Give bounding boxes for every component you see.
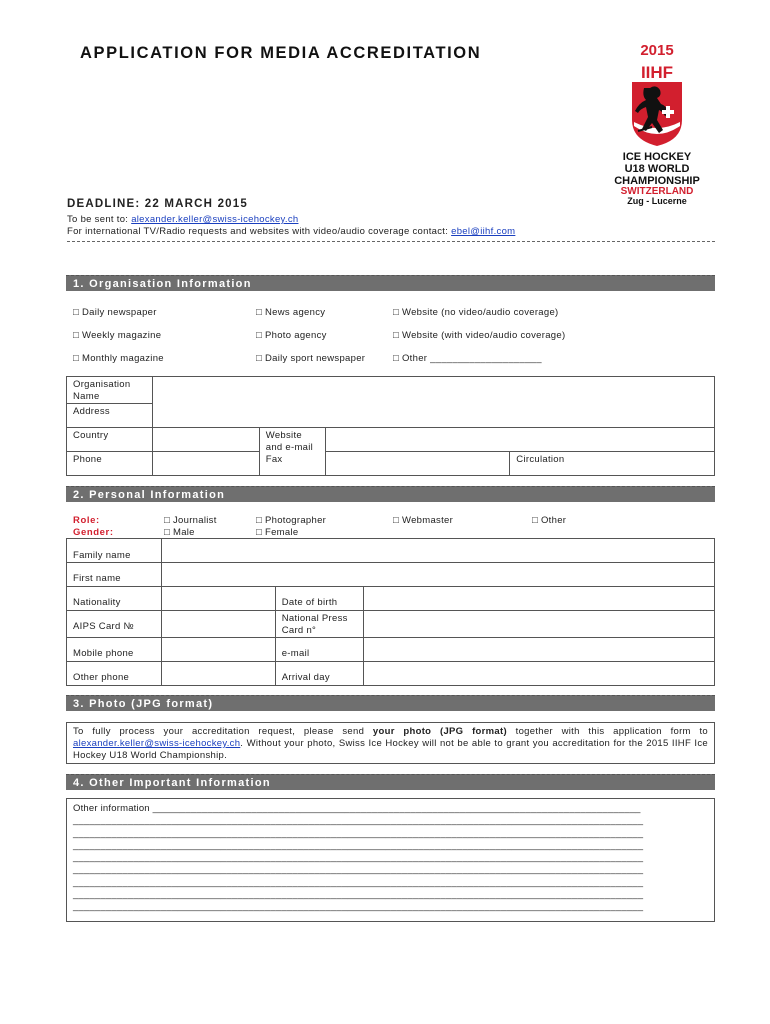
svg-text:Zug - Lucerne: Zug - Lucerne: [627, 196, 687, 206]
other-info-line: ________________________________________________________________________________________________________: [73, 876, 644, 888]
sent-to-email-link[interactable]: alexander.keller@swiss-icehockey.ch: [131, 214, 299, 225]
option-photo-agency[interactable]: □ Photo agency: [256, 330, 327, 341]
other-phone-label: Other phone: [67, 662, 162, 686]
fax-label: Fax: [265, 454, 283, 465]
option-daily-sport-newspaper[interactable]: □ Daily sport newspaper: [256, 353, 366, 364]
option-monthly-magazine[interactable]: □ Monthly magazine: [73, 353, 164, 364]
mobile-label: Mobile phone: [67, 638, 162, 662]
nationality-label: Nationality: [67, 587, 162, 611]
photo-instructions: To fully process your accreditation request, please send your photo (JPG format) together with this application form to alexander.keller@swiss-icehockey.ch. Without your photo, Swiss Ice Hockey will not be able to grant you accreditation for the 2015 IIHF Ice Hockey U18 World Championship.: [66, 722, 715, 764]
svg-text:U18 WORLD: U18 WORLD: [624, 163, 690, 175]
first-name-label: First name: [67, 563, 162, 587]
arrival-label: Arrival day: [275, 662, 363, 686]
other-info-line: ________________________________________________________________________________________________________: [73, 901, 644, 913]
other-info-line: ________________________________________________________________________________________________________: [73, 827, 644, 839]
website-email-label: Website and e-mail Fax: [259, 428, 325, 476]
option-news-agency[interactable]: □ News agency: [256, 307, 326, 318]
option-role-other[interactable]: □ Other: [532, 515, 567, 526]
other-phone-input[interactable]: [161, 662, 275, 686]
svg-text:ICE HOCKEY: ICE HOCKEY: [622, 151, 692, 163]
option-female[interactable]: □ Female: [256, 527, 299, 538]
org-name-input[interactable]: [152, 377, 714, 428]
personal-table: [66, 538, 715, 686]
role-label: Role:: [73, 515, 100, 526]
email-input[interactable]: [363, 638, 714, 662]
aips-label: AIPS Card №: [67, 611, 162, 638]
dob-input[interactable]: [363, 587, 714, 611]
address-label: Address: [67, 404, 153, 428]
option-website-no-video[interactable]: □ Website (no video/audio coverage): [393, 307, 559, 318]
other-info-line: ________________________________________________________________________________________________________: [73, 852, 644, 864]
dob-label: Date of birth: [275, 587, 363, 611]
logo-brand: IIHF: [640, 63, 674, 82]
option-website-with-video[interactable]: □ Website (with video/audio coverage): [393, 330, 566, 341]
svg-text:SWITZERLAND: SWITZERLAND: [620, 186, 694, 197]
phone-input[interactable]: [152, 452, 259, 476]
organisation-table: [66, 376, 715, 476]
section-3-header: 3. Photo (JPG format): [66, 695, 715, 711]
intl-contact-line: For international TV/Radio requests and websites with video/audio coverage contact: ebel@iihf.com: [67, 226, 516, 237]
logo-year: 2015: [640, 42, 674, 59]
option-daily-newspaper[interactable]: □ Daily newspaper: [73, 307, 157, 318]
header-divider: [67, 241, 715, 242]
country-input[interactable]: [152, 428, 259, 452]
other-info-line: ________________________________________________________________________________________________________: [73, 889, 644, 901]
option-other[interactable]: □ Other ____________________: [393, 353, 542, 364]
gender-label: Gender:: [73, 527, 114, 538]
other-info-line: ________________________________________________________________________________________________________: [73, 839, 644, 851]
press-card-input[interactable]: [363, 611, 714, 638]
other-info-line: ________________________________________________________________________________________________________: [73, 864, 644, 876]
mobile-input[interactable]: [161, 638, 275, 662]
section-1-header: 1. Organisation Information: [66, 275, 715, 291]
other-info-first-line: Other information _________________________________________________________________________________________: [73, 803, 641, 814]
option-photographer[interactable]: □ Photographer: [256, 515, 327, 526]
fax-input[interactable]: [325, 452, 510, 476]
email-label: e-mail: [275, 638, 363, 662]
section-2-header: 2. Personal Information: [66, 486, 715, 502]
arrival-input[interactable]: [363, 662, 714, 686]
page-title: APPLICATION FOR MEDIA ACCREDITATION: [80, 44, 482, 62]
option-male[interactable]: □ Male: [164, 527, 195, 538]
section-4-header: 4. Other Important Information: [66, 774, 715, 790]
aips-input[interactable]: [161, 611, 275, 638]
sent-to-line: To be sent to: alexander.keller@swiss-icehockey.ch: [67, 214, 299, 225]
country-label: Country: [67, 428, 153, 452]
circulation-cell[interactable]: Circulation: [510, 452, 715, 476]
family-name-input[interactable]: [161, 539, 714, 563]
option-webmaster[interactable]: □ Webmaster: [393, 515, 454, 526]
svg-text:CHAMPIONSHIP: CHAMPIONSHIP: [614, 175, 700, 187]
first-name-input[interactable]: [161, 563, 714, 587]
nationality-input[interactable]: [161, 587, 275, 611]
photo-email-link[interactable]: alexander.keller@swiss-icehockey.ch: [73, 738, 241, 749]
org-name-label: Organisation Name: [67, 377, 153, 404]
website-email-input[interactable]: [325, 428, 714, 452]
family-name-label: Family name: [67, 539, 162, 563]
option-journalist[interactable]: □ Journalist: [164, 515, 217, 526]
event-logo: [598, 38, 716, 206]
other-info-line: ________________________________________________________________________________________________________: [73, 815, 644, 827]
option-weekly-magazine[interactable]: □ Weekly magazine: [73, 330, 162, 341]
intl-email-link[interactable]: ebel@iihf.com: [451, 226, 516, 237]
other-info-area[interactable]: [66, 798, 715, 922]
deadline: DEADLINE: 22 MARCH 2015: [67, 198, 248, 210]
phone-label: Phone: [67, 452, 153, 476]
press-card-label: National Press Card n°: [275, 611, 363, 638]
